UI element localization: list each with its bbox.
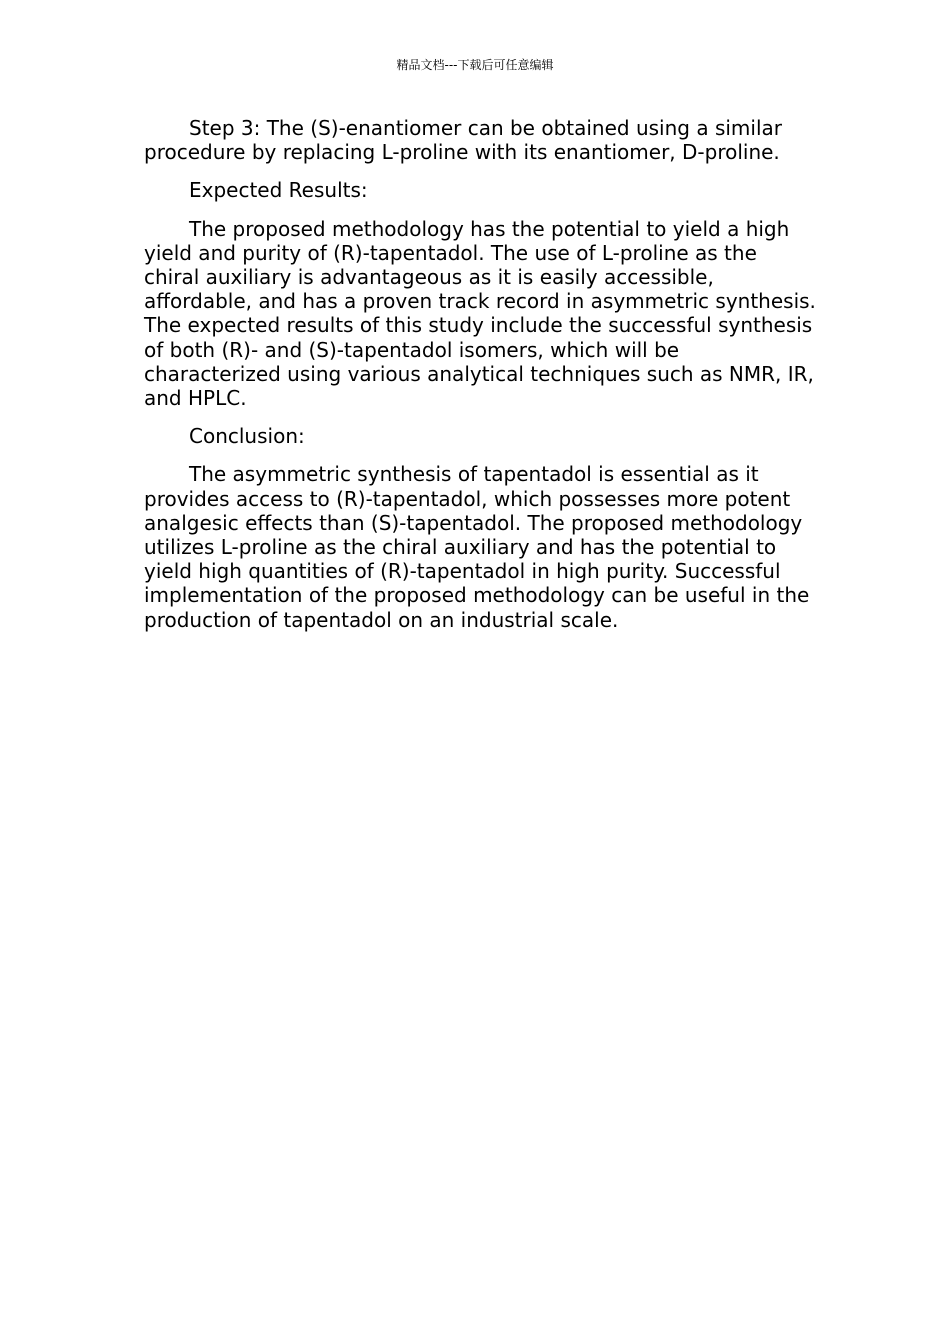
heading-conclusion: Conclusion: [189, 424, 305, 449]
paragraph-expected-results: The proposed methodology has the potential to yield a high yield and purity of (R)-tapentadol. The use of L-proline as the chiral auxiliary is advantageous as it is easily accessible, affordable, and has a proven track record in asymmetric synthesis. The expected results of this study include the successful synthesis of both (R)- and (S)-tapentadol isomers, which will be characterized using various analytical techniques such as NMR, IR, and HPLC. [144, 216, 816, 411]
document-body [144, 116, 816, 646]
paragraph-step-3: Step 3: The (S)-enantiomer can be obtained using a similar procedure by replacing L-proline with its enantiomer, D-proline. [144, 116, 783, 165]
paragraph-conclusion: The asymmetric synthesis of tapentadol is essential as it provides access to (R)-tapentadol, which possesses more potent analgesic effects than (S)-tapentadol. The proposed methodology utilizes L-proline as the chiral auxiliary and has the potential to yield high quantities of (R)-tapentadol in high purity. Successful implementation of the proposed methodology can be useful in the production of tapentadol on an industrial scale. [144, 462, 810, 632]
page-header: 精品文档---下载后可任意编辑 [396, 58, 554, 72]
heading-expected-results: Expected Results: [189, 178, 368, 203]
